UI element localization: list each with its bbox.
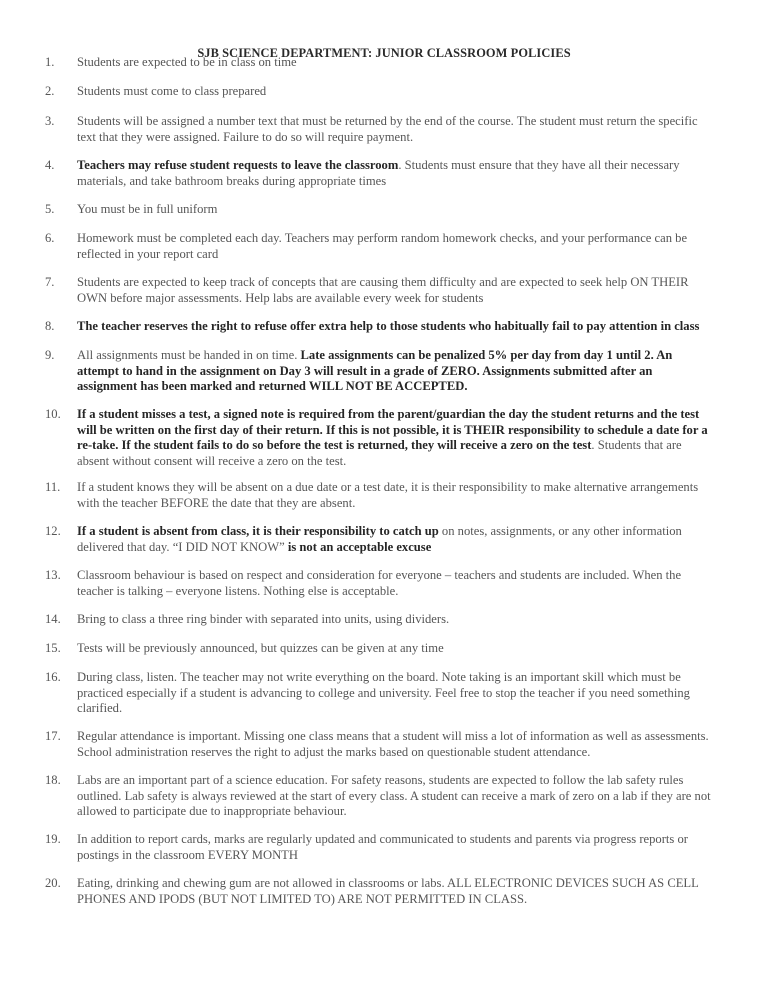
policy-text-segment: Eating, drinking and chewing gum are not allowed in classrooms or labs. ALL ELECTRONIC DEVICES SUCH AS CELL PHONES AND IPODS (BUT NOT LIMITED TO) ARE NOT PERMITTED IN CLASS. xyxy=(77,876,699,906)
policy-text xyxy=(77,114,715,145)
policy-text xyxy=(77,407,715,469)
policy-text xyxy=(77,55,715,71)
policy-number: 15. xyxy=(45,641,61,655)
policy-number: 3. xyxy=(45,114,55,128)
policy-text-emphasis: Teachers may refuse student requests to leave the classroom xyxy=(77,158,399,172)
policy-number: 18. xyxy=(45,773,61,787)
policy-number: 1. xyxy=(45,55,55,69)
policy-text xyxy=(77,832,715,863)
policy-text-segment: Students must come to class prepared xyxy=(77,84,267,98)
policy-text xyxy=(77,480,715,511)
policy-item xyxy=(45,231,715,262)
policy-text-emphasis: The teacher reserves the right to refuse offer extra help to those students who habitually fail to pay attention in class xyxy=(77,319,700,333)
policy-text xyxy=(77,202,715,218)
policy-number: 19. xyxy=(45,832,61,846)
policy-item xyxy=(45,55,715,71)
policy-number: 9. xyxy=(45,348,55,362)
policy-text xyxy=(77,275,715,306)
policy-number: 13. xyxy=(45,568,61,582)
policy-text xyxy=(77,568,715,599)
policy-text xyxy=(77,231,715,262)
policy-number: 10. xyxy=(45,407,61,421)
policy-text-emphasis: If a student is absent from class, it is their responsibility to catch up xyxy=(77,524,439,538)
policy-text xyxy=(77,670,715,717)
policy-item xyxy=(45,729,715,760)
document-title: SJB SCIENCE DEPARTMENT: JUNIOR CLASSROOM POLICIES xyxy=(197,46,571,60)
policy-number: 16. xyxy=(45,670,61,684)
policy-item xyxy=(45,876,715,907)
policy-number: 8. xyxy=(45,319,55,333)
policy-item xyxy=(45,832,715,863)
policy-item xyxy=(45,407,715,469)
policy-text xyxy=(77,641,715,657)
policy-text-segment: Tests will be previously announced, but quizzes can be given at any time xyxy=(77,641,444,655)
policy-item xyxy=(45,348,715,395)
policy-text-segment: All assignments must be handed in on time. xyxy=(77,348,301,362)
policy-text-segment: If a student knows they will be absent on a due date or a test date, it is their responsibility to make alternative arrangements with the teacher BEFORE the date that they are absent. xyxy=(77,480,699,510)
policy-number: 6. xyxy=(45,231,55,245)
policy-item xyxy=(45,158,715,189)
policy-text xyxy=(77,773,715,820)
policy-text-segment: Bring to class a three ring binder with separated into units, using dividers. xyxy=(77,612,450,626)
policy-text-segment: You must be in full uniform xyxy=(77,202,218,216)
policy-item xyxy=(45,480,715,511)
policy-text-segment: Homework must be completed each day. Teachers may perform random homework checks, and your performance can be reflected in your report card xyxy=(77,231,688,261)
policy-number: 20. xyxy=(45,876,61,890)
policy-item xyxy=(45,612,715,628)
policy-number: 2. xyxy=(45,84,55,98)
policy-number: 11. xyxy=(45,480,61,494)
policy-text-segment: Students are expected to keep track of concepts that are causing them difficulty and are expected to seek help ON THEIR OWN before major assessments. Help labs are available every week for students xyxy=(77,275,689,305)
policy-item xyxy=(45,568,715,599)
policy-text xyxy=(77,612,715,628)
policy-text-segment: . Students must ensure that they have all their necessary materials, and take bathroom breaks during appropriate times xyxy=(77,158,680,188)
policy-item xyxy=(45,773,715,820)
policy-item xyxy=(45,84,715,100)
policy-text xyxy=(77,319,715,335)
policy-item xyxy=(45,114,715,145)
policy-text xyxy=(77,158,715,189)
policy-text-emphasis: Late assignments can be penalized 5% per day from day 1 until 2. An attempt to hand in the assignment on Day 3 will result in a grade of ZERO. Assignments submitted after an assignment has been marked and returned WILL NOT BE ACCEPTED. xyxy=(77,348,673,393)
policy-text-segment: Students will be assigned a number text that must be returned by the end of the course. The student must return the specific text that they were assigned. Failure to do so will require payment. xyxy=(77,114,698,144)
policy-text-segment: Labs are an important part of a science education. For safety reasons, students are expected to follow the lab safety rules outlined. Lab safety is always reviewed at the start of every class. A student can receive a mark of zero on a lab if they are not allowed to participate due to inappropriate behaviour. xyxy=(77,773,711,818)
policy-item xyxy=(45,275,715,306)
policy-text-segment: Classroom behaviour is based on respect and consideration for everyone – teachers and students are included. When the teacher is talking – everyone listens. Nothing else is acceptable. xyxy=(77,568,682,598)
policy-number: 5. xyxy=(45,202,55,216)
policy-text xyxy=(77,84,715,100)
policy-text xyxy=(77,876,715,907)
policy-text-segment: Regular attendance is important. Missing one class means that a student will miss a lot of information as well as assessments. School administration reserves the right to adjust the marks based on questionable student attendance. xyxy=(77,729,709,759)
policy-text-segment: on notes, assignments, or any other information delivered that day. “I DID NOT KNOW” xyxy=(77,524,682,554)
policy-text-emphasis: is not an acceptable excuse xyxy=(287,539,432,554)
policy-number: 4. xyxy=(45,158,55,172)
policy-text-segment: During class, listen. The teacher may not write everything on the board. Note taking is an important skill which must be practiced especially if a student is advancing to college and university. Feel free to stop the teacher if you need something clarified. xyxy=(77,670,690,715)
policy-text xyxy=(77,348,715,395)
policy-number: 17. xyxy=(45,729,61,743)
policy-number: 7. xyxy=(45,275,55,289)
policy-number: 14. xyxy=(45,612,61,626)
policy-item xyxy=(45,319,715,335)
policy-text xyxy=(77,524,715,555)
policy-text-segment: Students are expected to be in class on time xyxy=(77,55,297,69)
policy-text-emphasis: If a student misses a test, a signed note is required from the parent/guardian the day the student returns and the test will be written on the first day of their return. If this is not possible, it is THEIR responsibility to schedule a date for a re-take. If the student fails to do so before the test is returned, they will receive a zero on the test xyxy=(77,407,708,452)
policy-text-segment: In addition to report cards, marks are regularly updated and communicated to students and parents via progress reports or postings in the classroom EVERY MONTH xyxy=(77,832,688,862)
policy-item xyxy=(45,641,715,657)
policy-text-segment: . Students that are absent without consent will receive a zero on the test. xyxy=(77,438,682,468)
policy-item xyxy=(45,202,715,218)
policy-item xyxy=(45,524,715,555)
policy-text xyxy=(77,729,715,760)
policy-number: 12. xyxy=(45,524,61,538)
policy-item xyxy=(45,670,715,717)
